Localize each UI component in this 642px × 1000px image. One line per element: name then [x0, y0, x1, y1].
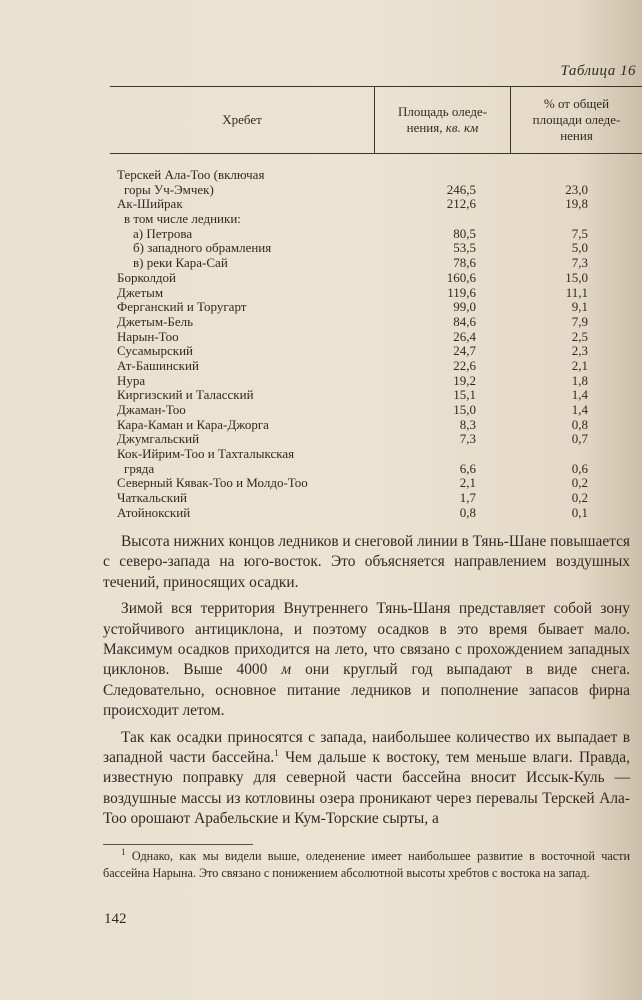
table-row: [0, 476, 642, 491]
area-value: 8,3: [459, 416, 476, 432]
paragraph: Высота нижних концов ледников и снеговой линии в Тянь-Шане повышается с северо-запада на юго-восток. Это объясняется направлением воздушных течений, приносящих осадки.: [103, 533, 630, 591]
range-name: Джаман-Тоо: [117, 402, 186, 417]
range-name: Джетым: [117, 284, 164, 300]
percent-value: 19,8: [565, 196, 588, 212]
table-row: [0, 491, 642, 506]
footnote: $^1$ Однако, как мы видели выше, оледенение имеет наибольшее развитие в восточной части бассейна Нарына. Это связано с понижением абсолютной высоты хребтов с востока на запад.: [103, 846, 630, 880]
area-value: 53,5: [453, 240, 476, 256]
area-value: 15,0: [453, 402, 476, 417]
percent-value: 11,1: [565, 284, 588, 300]
table-row: [0, 344, 642, 359]
range-name: Кок-Ийрим-Тоо и Тахталыкская: [117, 446, 295, 462]
area-value: 212,6: [446, 196, 476, 212]
range-name: Кара-Каман и Кара-Джорга: [117, 416, 269, 432]
range-name: а) Петрова: [133, 225, 193, 241]
range-name: горы Уч-Эмчек): [124, 181, 214, 197]
percent-value: 7,5: [571, 225, 588, 241]
percent-value: 9,1: [571, 299, 588, 315]
table-row: [0, 359, 642, 374]
percent-value: 0,1: [571, 504, 588, 520]
range-name: Чаткальский: [117, 490, 187, 506]
paragraph: Так как осадки приносятся с запада, наибольшее количество их выпадает в западной части бассейна.$^1$ Чем дальше к востоку, тем меньше влаги. Правда, известную поправку для северной части бассейна вносит Иссык-Куль — воздушные массы из котловины озера проникают через перевалы Терскей Ала-Тоо орошают Арабельские и Кум-Торские сырты, а: [103, 728, 630, 828]
range-name: гряда: [124, 460, 155, 476]
area-value: 160,6: [446, 269, 476, 285]
table-row: [0, 168, 642, 183]
footnote-rule: [103, 844, 253, 845]
table-row: [0, 447, 642, 462]
percent-value: 5,0: [571, 240, 588, 256]
area-value: 119,6: [447, 284, 476, 300]
table-row: [0, 286, 642, 301]
paragraph: Зимой вся территория Внутреннего Тянь-Шаня представляет собой зону устойчивого антициклона, и поэтому осадков в это время бывает мало. Максимум осадков приходится на лето, что связано с прохождением западных циклонов. Выше 4000 м они круглый год выпадают в виде снега. Следовательно, основное питание ледников и пополнение запасов фирна происходит летом.: [103, 600, 631, 720]
range-name: Джумгальский: [117, 431, 200, 447]
table-row: [0, 506, 642, 521]
percent-value: 0,2: [571, 475, 588, 491]
header-range: Хребет: [222, 111, 262, 127]
range-name: Северный Кявак-Тоо и Молдо-Тоо: [117, 475, 308, 491]
range-name: Киргизский и Таласский: [117, 387, 254, 403]
percent-value: 1,4: [571, 387, 588, 403]
table-body: [0, 168, 642, 521]
range-name: Борколдой: [117, 269, 177, 285]
page-number: 142: [104, 911, 127, 927]
area-value: 22,6: [453, 357, 476, 373]
area-value: 15,1: [453, 387, 476, 403]
table-row: [0, 183, 642, 198]
percent-value: 0,6: [571, 460, 588, 476]
area-value: 26,4: [453, 328, 476, 344]
table-row: [0, 271, 642, 286]
range-name: Нарын-Тоо: [117, 328, 179, 344]
area-value: 1,7: [459, 490, 476, 506]
percent-value: 7,3: [571, 255, 588, 271]
area-value: 246,5: [446, 181, 476, 197]
percent-value: 7,9: [571, 313, 588, 329]
table-row: [0, 300, 642, 315]
area-value: 0,8: [459, 504, 476, 520]
table-row: [0, 388, 642, 403]
percent-value: 0,7: [571, 431, 588, 447]
percent-value: 2,5: [571, 328, 588, 344]
range-name: Сусамырский: [117, 343, 194, 359]
percent-value: 15,0: [565, 269, 588, 285]
table-caption: Таблица 16: [560, 63, 636, 79]
percent-value: 2,1: [571, 357, 588, 373]
area-value: 24,7: [453, 343, 476, 359]
footnote-mark: 1: [274, 747, 279, 758]
table-row: [0, 227, 642, 242]
area-value: 80,5: [453, 225, 476, 241]
percent-value: 0,2: [571, 490, 588, 506]
area-value: 84,6: [453, 313, 476, 329]
header-area: Площадь оледе- нения, кв. км: [397, 103, 488, 135]
percent-value: 2,3: [571, 343, 588, 359]
range-name: Ак-Шийрак: [117, 196, 183, 212]
main-text: [103, 532, 630, 830]
table-row: [0, 432, 642, 447]
table-row: [0, 403, 642, 418]
percent-value: 0,8: [571, 416, 588, 432]
footnote-mark: 1: [121, 846, 126, 857]
table-row: [0, 374, 642, 389]
range-name: Ферганский и Торугарт: [117, 299, 247, 315]
range-name: Терскей Ала-Тоо (включая: [117, 167, 265, 182]
percent-value: 23,0: [565, 181, 588, 197]
area-value: 19,2: [453, 372, 476, 388]
table-row: [0, 212, 642, 227]
table-row: [0, 197, 642, 212]
table-row: [0, 462, 642, 477]
range-name: Ат-Башинский: [117, 357, 199, 373]
range-name: Нура: [117, 372, 146, 388]
area-value: 99,0: [453, 299, 476, 315]
table-row: [0, 256, 642, 271]
range-name: в том числе ледники:: [124, 211, 241, 227]
header-percent: % от общей площади оледе- нения: [532, 95, 621, 143]
percent-value: 1,8: [571, 372, 588, 388]
table-header-bottom-rule: [110, 153, 642, 154]
table-row: [0, 315, 642, 330]
range-name: Джетым-Бель: [117, 313, 194, 329]
range-name: Атойнокский: [117, 504, 191, 520]
range-name: в) реки Кара-Сай: [133, 255, 228, 271]
area-value: 6,6: [459, 460, 476, 476]
area-value: 7,3: [459, 431, 476, 447]
range-name: б) западного обрамления: [133, 240, 272, 256]
percent-value: 1,4: [571, 402, 588, 417]
table-row: [0, 418, 642, 433]
table-row: [0, 241, 642, 256]
table-row: [0, 330, 642, 345]
area-value: 2,1: [459, 475, 476, 491]
area-value: 78,6: [453, 255, 476, 271]
